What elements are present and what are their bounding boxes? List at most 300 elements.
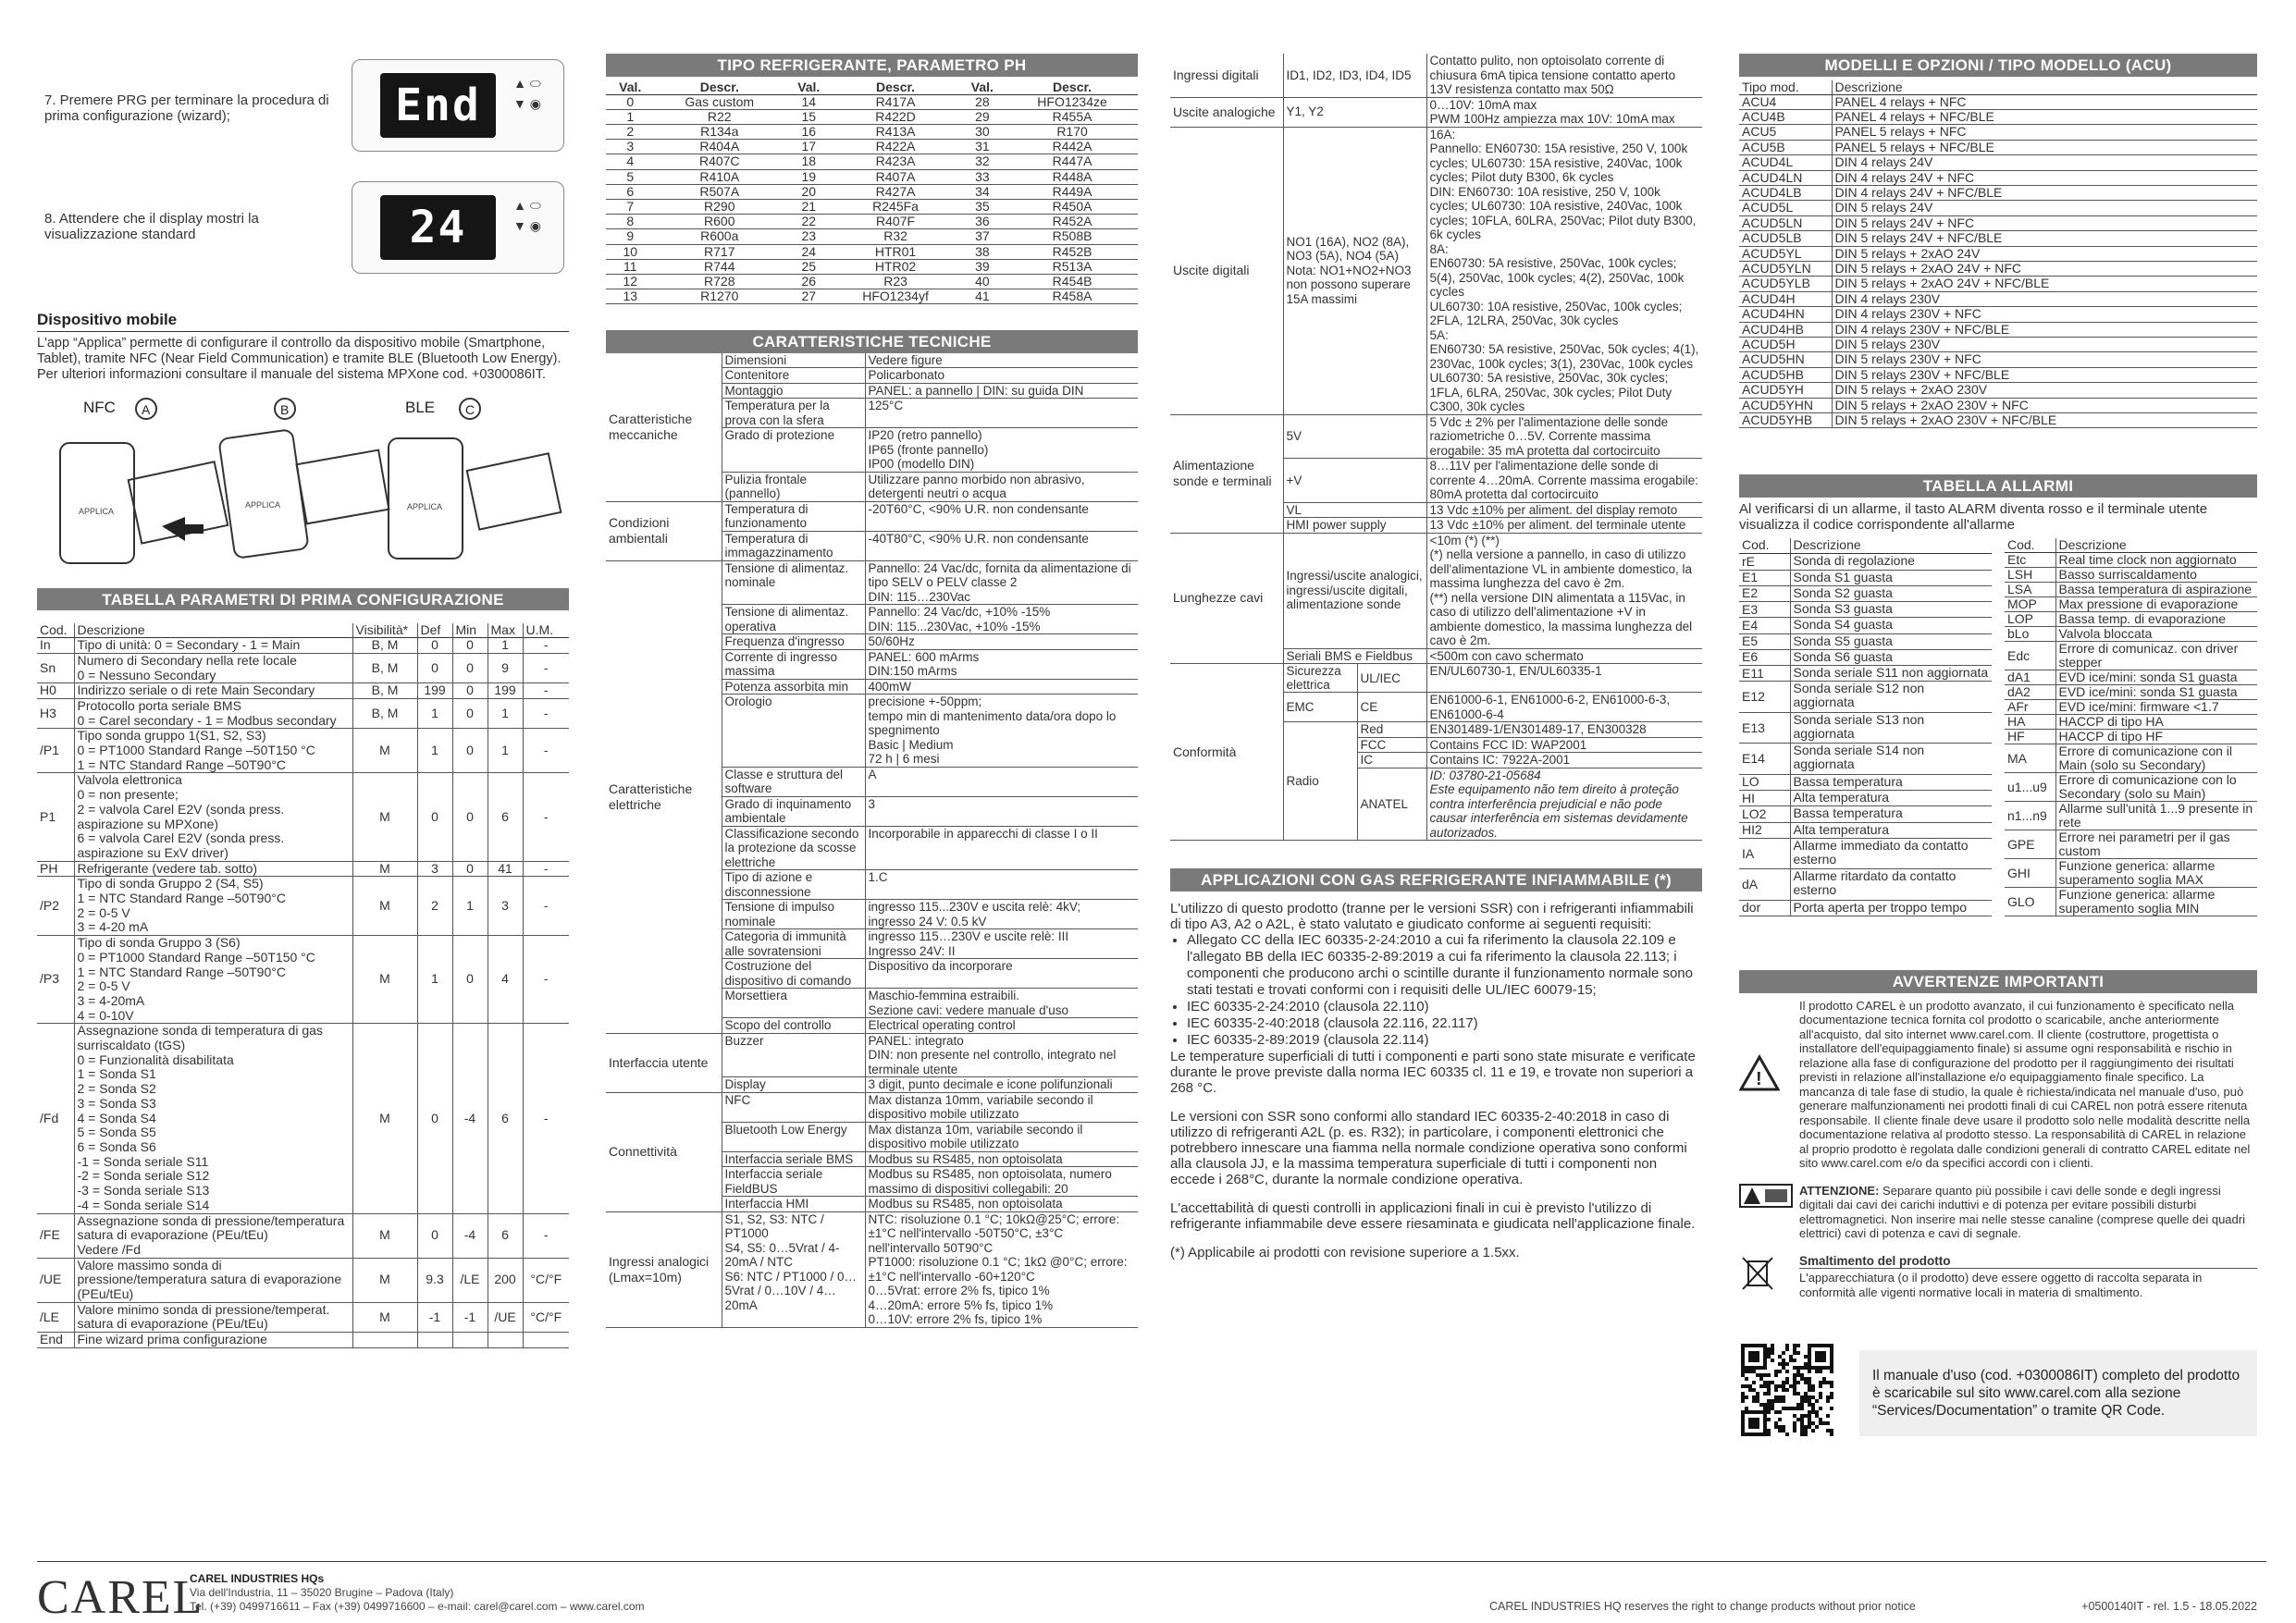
alarm-descr: Allarme immediato da contatto esterno [1790,838,1992,868]
refrig-descr: R245Fa [833,199,958,214]
alarm-code: n1...n9 [2005,802,2055,830]
footer-contacts: Tel. (+39) 0499716611 – Fax (+39) 0499716600 – e-mail: carel@carel.com – www.carel.com [190,1600,645,1613]
table-row [1739,201,2257,215]
table-cell: -4 [452,1024,488,1213]
table-row [2005,568,2257,583]
model-descr: PANEL 5 relays + NFC [1832,125,2257,140]
alarm-descr: Bassa temp. di evaporazione [2055,612,2257,627]
column-4 [1739,54,2257,1444]
table-row [1739,806,1992,822]
table-cell: Assegnazione sonda di pressione/temperatura satura di evaporazione (PEu/tEu) Vedere /Fd [74,1213,352,1258]
table-row [2005,553,2257,568]
refrig-table [606,80,1138,305]
refrig-descr: R32 [833,229,958,244]
table-row [1739,822,1992,838]
model-descr: PANEL 5 relays + NFC/BLE [1832,140,2257,154]
alarm-code: HF [2005,730,2055,744]
spec-value: Pannello: 24 Vac/dc, fornita da alimentazione di tipo SELV o PELV classe 2 DIN: 115…230Vac [865,560,1138,605]
table-cell: B, M [352,698,417,728]
model-descr: DIN 4 relays 24V + NFC [1832,170,2257,185]
table-row [1739,367,2257,382]
table-row [1739,185,2257,200]
table-cell: M [352,936,417,1024]
disposal-block [1739,1254,2257,1300]
table-row [606,184,1138,199]
table-row [37,861,569,877]
table-row [1739,666,1992,682]
refrig-descr: Gas custom [654,94,784,109]
table-cell: - [523,653,569,682]
column-2 [606,54,1138,1328]
model-descr: DIN 5 relays 230V [1832,338,2257,352]
alarm-descr: Sonda S3 guasta [1790,602,1992,618]
spec-value: Electrical operating control [865,1018,1138,1034]
refrig-val: 9 [606,229,654,244]
io-value: Contatto pulito, non optoisolato corrente di chiusura 6mA tipica tensione contatto aperto 13V resistenza contatto max 50Ω [1426,54,1702,97]
spec-value: 400mW [865,679,1138,695]
alarm-code: E6 [1739,649,1790,665]
alarm-code: E13 [1739,712,1790,743]
table-cell: M [352,1258,417,1302]
table-row [606,140,1138,154]
danger-label-icon [1739,1184,1799,1241]
refrig-val: 31 [958,140,1006,154]
spec-name: Temperatura di immagazzinamento [722,531,865,560]
table-row [606,154,1138,169]
refrig-val: 6 [606,184,654,199]
alarm-code: bLo [2005,627,2055,642]
table-cell: M [352,1024,417,1213]
refrig-descr: R170 [1006,124,1138,139]
spec-value: PANEL: 600 mArms DIN:150 mArms [865,649,1138,679]
io-group: Uscite digitali [1170,127,1283,414]
list-item: • Allegato CC della IEC 60335-2-24:2010 a cui fa riferimento la clausola 22.109 e l'allegato BB della IEC 60335-2-89:2019 a cui fa riferimento la clausola 22.113; i componenti che producono archi o scintille durante il funzionamento normale sono stati testati e trovati conformi con i requisiti delle UL/IEC 60079-15; [1187,932,1702,999]
spec-name: Tensione di alimentaz. operativa [722,605,865,634]
table-row [1170,127,1702,414]
refrig-val: 16 [784,124,833,139]
table-row [606,1033,1138,1077]
table-cell: - [523,1213,569,1258]
model-code: ACUD5LB [1739,231,1832,246]
refrig-val: 26 [784,274,833,289]
alarm-descr: Funzione generica: allarme superamento soglia MIN [2055,888,2257,916]
table-header [37,623,569,638]
display-end-screen: End [380,73,496,138]
refrig-descr: R728 [654,274,784,289]
table-cell: °C/°F [523,1258,569,1302]
table-cell: - [523,773,569,861]
table-cell: 199 [488,683,523,699]
gas-list [1170,932,1702,1049]
header-cell: U.M. [523,623,569,638]
spec-name: Potenza assorbita min [722,679,865,695]
table-cell: 0 [452,638,488,654]
table-row [37,1258,569,1302]
alarm-descr: Sonda seriale S13 non aggiornata [1790,712,1992,743]
spec-name: Grado di inquinamento ambientale [722,796,865,826]
gas-p5: (*) Applicabile ai prodotti con revisione superiore a 1.5xx. [1170,1244,1520,1260]
io-value: 13 Vdc ±10% per aliment. del terminale utente [1426,518,1702,534]
label-ble: BLE [405,398,436,416]
gas-p4: L'accettabilità di questi controlli in applicazioni finali in cui è previsto l'utilizzo di refrigerante infiammabile deve essere riesaminata e giudicata nell'applicazione finale. [1170,1199,1696,1232]
table-cell: /FE [37,1213,74,1258]
table-cell: 0 [452,936,488,1024]
refrig-descr: R449A [1006,184,1138,199]
refrig-descr: R717 [654,244,784,259]
gas-p3: Le versioni con SSR sono conformi allo standard IEC 60335-2-40:2018 in caso di utilizzo di refrigeranti A2L (p. es. R32); in particolare, i componenti elettronici che potrebbero innescare una fiamma nella normale condizione operativa sono conformi alla clausola JJ, e la massima temperatura superficiale di tutti i componenti non eccede i 268°C, durante la normale condizione operativa. [1170,1108,1687,1187]
alarm-descr: Porta aperta per troppo tempo [1790,900,1992,916]
table-row [2005,627,2257,642]
table-cell: B, M [352,683,417,699]
table-cell: 199 [417,683,452,699]
refrig-descr: R290 [654,199,784,214]
footer-company: CAREL INDUSTRIES HQs [190,1572,325,1585]
spec-name: Grado di protezione [722,428,865,473]
table-row [2005,597,2257,612]
alarm-descr: Sonda di regolazione [1790,554,1992,570]
alarm-code: GPE [2005,830,2055,859]
refrig-val: 7 [606,199,654,214]
table-row [1739,94,2257,109]
conf-std: IC [1357,753,1426,768]
table-row [1739,712,1992,743]
table-row [1739,900,1992,916]
spec-name: Dimensioni [722,353,865,368]
refrig-descr: R454B [1006,274,1138,289]
header-cell: Min [452,623,488,638]
refrig-val: 35 [958,199,1006,214]
model-code: ACUD5YH [1739,383,1832,398]
gas-p1: L'utilizzo di questo prodotto (tranne per le versioni SSR) con i refrigeranti infiammabili di tipo A3, A2 o A2L, è stato valutato e giudicato conforme ai seguenti requisiti: [1170,900,1694,932]
svg-text:APPLICA: APPLICA [245,499,281,510]
table-cell: 0 [452,773,488,861]
alarms-intro: Al verificarsi di un allarme, il tasto ALARM diventa rosso e il terminale utente visualizza il codice corrispondente all'allarme [1739,501,2208,534]
header-cell: Visibilità* [352,623,417,638]
mobile-illustration [37,392,569,568]
table-row [37,729,569,773]
table-cell: /LE [37,1302,74,1332]
alarm-code: rE [1739,554,1790,570]
table-cell: Fine wizard prima configurazione [74,1333,352,1348]
table-cell: 9 [488,653,523,682]
column-3 [1170,54,1702,1260]
model-code: ACUD4HB [1739,322,1832,337]
alarm-code: dA [1739,869,1790,900]
alarm-code: GHI [2005,859,2055,888]
table-row [2005,773,2257,802]
table-row [1739,398,2257,412]
alarms-tables [1739,538,2257,916]
table-cell [452,1333,488,1348]
table-cell: /Fd [37,1024,74,1213]
qr-code-icon[interactable] [1739,1342,1841,1444]
io-value: 0…10V: 10mA max PWM 100Hz ampiezza max 10V: 10mA max [1426,97,1702,127]
table-row [1739,383,2257,398]
table-cell: Valore minimo sonda di pressione/temperat. satura di evaporazione (PEu/tEu) [74,1302,352,1332]
table-cell: 0 [452,653,488,682]
table-row [37,1302,569,1332]
svg-text:!: ! [1756,1068,1762,1089]
spec-value: 125°C [865,399,1138,428]
table-cell: B, M [352,638,417,654]
table-cell: M [352,773,417,861]
io-sub: NO1 (16A), NO2 (8A), NO3 (5A), NO4 (5A) Nota: NO1+NO2+NO3 non possono superare 15A massimi [1283,127,1426,414]
io-group: Uscite analogiche [1170,97,1283,127]
table-row [606,259,1138,274]
table-cell: Tipo di sonda Gruppo 2 (S4, S5) 1 = NTC Standard Range –50T90°C 2 = 0-5 V 3 = 4-20 mA [74,877,352,936]
conf-value: Contains FCC ID: WAP2001 [1426,737,1702,753]
alarm-code: E14 [1739,744,1790,774]
alarm-code: Edc [2005,642,2055,670]
display-end [352,59,564,152]
alarm-descr: Bassa temperatura [1790,806,1992,822]
alarm-code: E5 [1739,633,1790,649]
io-value: <10m (*) (**) (*) nella versione a pannello, in caso di utilizzo dell'alimentazione VL in ambiente domestico, la massima lunghezza del cavo è 2m. (**) nella versione DIN alimentata a 115Vac, in caso di utilizzo dell'alimentazione +V in ambiente domestico, la massima lunghezza del cavo è 2m. [1426,533,1702,648]
refrig-val: 36 [958,215,1006,229]
table-row [606,1092,1138,1122]
conf-std: UL/IEC [1357,664,1426,693]
spec-value: Modbus su RS485, non optoisolata [865,1151,1138,1167]
conf-value: EN61000-6-1, EN61000-6-2, EN61000-6-3, EN61000-6-4 [1426,693,1702,722]
alarm-code: LO [1739,774,1790,790]
table-row [1739,602,1992,618]
spec-value: 1.C [865,870,1138,900]
header-cell: Cod. [1739,538,1790,554]
table-row [1739,633,1992,649]
refrig-val: 29 [958,109,1006,124]
table-row [2005,744,2257,773]
refrig-descr: R22 [654,109,784,124]
conf-std: CE [1357,693,1426,722]
spec-name: Tensione di impulso nominale [722,900,865,929]
spec-name: Temperatura per la prova con la sfera [722,399,865,428]
table-row [37,1333,569,1348]
table-cell: /LE [452,1258,488,1302]
spec-name: Scopo del controllo [722,1018,865,1034]
spec-value: precisione +-50ppm; tempo min di mantenimento data/ora dopo lo spegnimento Basic | Medium 72 h | 6 mesi [865,695,1138,768]
conf-cat: EMC [1283,693,1357,722]
refrig-val: 17 [784,140,833,154]
group-name: Condizioni ambientali [606,501,722,560]
label-b: B [280,401,290,417]
spec-value: IP20 (retro pannello) IP65 (fronte pannello) IP00 (modello DIN) [865,428,1138,473]
spec-name: Interfaccia seriale BMS [722,1151,865,1167]
model-descr: DIN 5 relays 24V [1832,201,2257,215]
conf-std: Red [1357,722,1426,738]
table-cell: In [37,638,74,654]
header-cell: Descr. [1006,80,1138,95]
table-row [606,274,1138,289]
refrig-descr: R458A [1006,289,1138,304]
spec-value: Vedere figure [865,353,1138,368]
table-cell: 41 [488,861,523,877]
spec-name: Tipo di azione e disconnessione [722,870,865,900]
refrig-val: 28 [958,94,1006,109]
table-row [1739,554,1992,570]
warn-text: Il prodotto CAREL è un prodotto avanzato, il cui funzionamento è specificato nella documentazione tecnica fornita col prodotto o scaricabile, anche anteriormente all'acquisto, dal sito internet www.carel.com. Il cliente (costruttore, progettista o installatore dell'equipaggiamento finale) si assume ogni responsabilità e rischio in relazione alla fase di configurazione del prodotto per il raggiungimento dei risultati previsti in relazione all'installazione e/o equipaggiamento finale specifico. La mancanza di tale fase di studio, la quale è richiesta/indicata nel manuale d'uso, può generare malfunzionamenti nei prodotti finali di cui CAREL non potrà essere ritenuta responsabile. Il cliente finale deve usare il prodotto solo nelle modalità descritte nella documentazione relativa al prodotto stesso. La responsabilità di CAREL in relazione al proprio prodotto è regolata dalle condizioni generali di contratto CAREL editate nel sito www.carel.com e/o da specifici accordi con i clienti. [1799,998,2251,1171]
header-cell: Val. [958,80,1006,95]
model-descr: DIN 4 relays 24V + NFC/BLE [1832,185,2257,200]
table-cell: 6 [488,1024,523,1213]
alarm-code: E1 [1739,570,1790,585]
alarm-code: E4 [1739,618,1790,633]
alarm-descr: Real time clock non aggiornato [2055,553,2257,568]
header-cell: Descr. [833,80,958,95]
table-row [2005,700,2257,715]
spec-value: Utilizzare panno morbido non abrasivo, detergenti neutri o acqua [865,472,1138,501]
model-descr: DIN 5 relays + 2xAO 230V + NFC [1832,398,2257,412]
header-cell: Tipo mod. [1739,80,1832,95]
list-item: • IEC 60335-2-24:2010 (clausola 22.110) [1187,999,1702,1015]
table-cell: M [352,1302,417,1332]
table-row [1739,413,2257,428]
table-row [1170,414,1702,459]
refrig-title: TIPO REFRIGERANTE, PARAMETRO PH [606,54,1138,77]
refrig-descr: R23 [833,274,958,289]
alarm-descr: EVD ice/mini: sonda S1 guasta [2055,670,2257,685]
model-code: ACUD5YLN [1739,262,1832,277]
table-cell [417,1333,452,1348]
table-cell: - [523,877,569,936]
spec-value: Max distanza 10mm, variabile secondo il dispositivo mobile utilizzato [865,1092,1138,1122]
refrig-val: 21 [784,199,833,214]
refrig-val: 38 [958,244,1006,259]
alarm-descr: Errore nei parametri per il gas custom [2055,830,2257,859]
step-8: 8. Attendere che il display mostri la visualizzazione standard [44,211,259,242]
table-cell: 0 [452,861,488,877]
header-cell: Val. [784,80,833,95]
table-cell: M [352,1213,417,1258]
model-descr: DIN 5 relays + 2xAO 230V [1832,383,2257,398]
refrig-val: 1 [606,109,654,124]
table-cell: Tipo sonda gruppo 1(S1, S2, S3) 0 = PT1000 Standard Range –50T150 °C 1 = NTC Standard Range –50T90°C [74,729,352,773]
spec-name: Interfaccia HMI [722,1197,865,1212]
table-cell: -1 [452,1302,488,1332]
spec-name: Display [722,1077,865,1093]
spec-value: Policarbonato [865,368,1138,384]
model-code: ACUD5LN [1739,215,1832,230]
refrig-val: 11 [606,259,654,274]
table-row [2005,859,2257,888]
group-name: Connettività [606,1092,722,1211]
alarm-code: AFr [2005,700,2055,715]
spec-value: Incorporabile in apparecchi di classe I o II [865,826,1138,870]
spec-value: -40T80°C, <90% U.R. non condensante [865,531,1138,560]
table-header [2005,538,2257,553]
table-header [1739,80,2257,95]
footer [0,1563,2296,1623]
model-code: ACU4B [1739,109,1832,124]
refrig-descr: R507A [654,184,784,199]
refrig-descr: R422A [833,140,958,154]
io-group: Ingressi digitali [1170,54,1283,97]
params-title: TABELLA PARAMETRI DI PRIMA CONFIGURAZIONE [37,588,569,611]
spec-name: Bluetooth Low Energy [722,1122,865,1151]
table-cell: - [523,638,569,654]
spec-value: Dispositivo da incorporare [865,959,1138,989]
refrig-val: 33 [958,169,1006,184]
alarm-code: E11 [1739,666,1790,682]
table-row [606,124,1138,139]
spec-name: Orologio [722,695,865,768]
spec-name: Temperatura di funzionamento [722,501,865,531]
table-header [1739,538,1992,554]
table-cell: 1 [488,638,523,654]
table-cell: - [523,729,569,773]
io-sub: HMI power supply [1283,518,1426,534]
table-cell: PH [37,861,74,877]
model-descr: DIN 4 relays 230V + NFC [1832,307,2257,322]
params-table [37,623,569,1348]
spec-value: 3 digit, punto decimale e icone polifunzionali [865,1077,1138,1093]
refrig-descr: R407F [833,215,958,229]
table-cell: H0 [37,683,74,699]
spec-value: Modbus su RS485, non optoisolata, numero massimo di dispositivi collegabili: 20 [865,1167,1138,1197]
alarm-descr: Sonda seriale S14 non aggiornata [1790,744,1992,774]
refrig-val: 20 [784,184,833,199]
refrig-val: 14 [784,94,833,109]
alarm-code: dor [1739,900,1790,916]
table-cell: 1 [417,729,452,773]
io-sub: ID1, ID2, ID3, ID4, ID5 [1283,54,1426,97]
spec-name: Montaggio [722,383,865,399]
model-code: ACU4 [1739,94,1832,109]
table-row [1739,322,2257,337]
table-cell: Assegnazione sonda di temperatura di gas surriscaldato (tGS) 0 = Funzionalità disabilitata 1 = Sonda S1 2 = Sonda S2 3 = Sonda S3 4 = Sonda S4 5 = Sonda S5 6 = Sonda S6 -1 = Sonda seriale S11 -2 = Sonda seriale S12 -3 = Sonda seriale S13 -4 = Sonda seriale S14 [74,1024,352,1213]
table-row [1739,125,2257,140]
spec-value: 50/60Hz [865,634,1138,650]
tech-title: CARATTERISTICHE TECNICHE [606,330,1138,353]
table-cell: /P2 [37,877,74,936]
spec-name: Categoria di immunità alle sovratensioni [722,929,865,959]
refrig-val: 18 [784,154,833,169]
alarm-descr: EVD ice/mini: sonda S1 guasta [2055,685,2257,700]
mobile-text: L'app “Applica” permette di configurare il controllo da dispositivo mobile (Smartphone, Tablet), tramite NFC (Near Field Communication) e tramite BLE (Bluetooth Low Energy). Per ulteriori informazioni consultare il manuale del sistema MPXone cod. +0300086IT. [37,335,562,382]
table-row [37,1024,569,1213]
alarm-code: Etc [2005,553,2055,568]
table-row [2005,685,2257,700]
alarm-descr: Bassa temperatura [1790,774,1992,790]
table-cell: °C/°F [523,1302,569,1332]
table-row [1739,338,2257,352]
table-cell: /P1 [37,729,74,773]
table-cell: 0 [452,698,488,728]
alarm-code: GLO [2005,888,2055,916]
table-row [1739,140,2257,154]
table-cell: Indirizzo seriale o di rete Main Secondary [74,683,352,699]
table-cell: 6 [488,1213,523,1258]
spec-value: PANEL: a pannello | DIN: su guida DIN [865,383,1138,399]
table-cell: Protocollo porta seriale BMS 0 = Carel secondary - 1 = Modbus secondary [74,698,352,728]
alarm-code: dA2 [2005,685,2055,700]
spec-name: Pulizia frontale (pannello) [722,472,865,501]
model-code: ACU5 [1739,125,1832,140]
model-descr: DIN 5 relays 230V + NFC [1832,352,2257,367]
table-cell: Tipo di unità: 0 = Secondary - 1 = Main [74,638,352,654]
column-1 [37,54,569,1348]
table-row [1170,664,1702,693]
io-sub: VL [1283,502,1426,518]
attention-text: Separare quanto più possibile i cavi delle sonde e degli ingressi digitali dai cavi dei carichi induttivi e di potenza per evitare possibili disturbi elettromagnetici. Non inserire mai nelle stesse canaline (comprese quelle dei quadri elettrici) cavi di potenza e cavi di segnale. [1799,1183,2245,1241]
header-cell: Cod. [37,623,74,638]
table-row [2005,715,2257,730]
conf-value: EN/UL60730-1, EN/UL60335-1 [1426,664,1702,693]
spec-value: Max distanza 10m, variabile secondo il dispositivo mobile utilizzato [865,1122,1138,1151]
refrig-descr: R452A [1006,215,1138,229]
attention-block [1739,1184,2257,1241]
io-group: Alimentazione sonde e terminali [1170,414,1283,533]
refrig-descr: R134a [654,124,784,139]
